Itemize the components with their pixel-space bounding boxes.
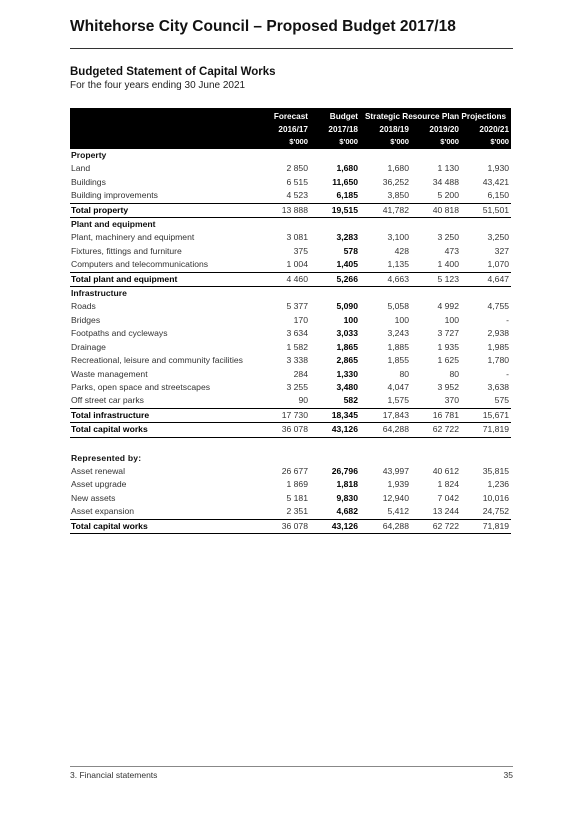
row-value: 1,865: [336, 341, 358, 352]
header-blank: [70, 135, 260, 149]
row-value: 578: [343, 245, 358, 256]
row-value: 80: [449, 368, 459, 379]
row-label: Footpaths and cycleways: [71, 328, 168, 339]
table-row: [70, 505, 511, 519]
row-value: 4,682: [336, 506, 358, 517]
row-label: Total property: [70, 203, 260, 217]
row-value: -: [506, 368, 510, 379]
table-row: [70, 189, 511, 203]
table-row: [70, 354, 511, 367]
row-value: 26,796: [331, 465, 358, 476]
row-value: 35,815: [482, 465, 510, 476]
row-value: 40 818: [411, 203, 461, 217]
row-label: Total capital works: [70, 423, 260, 437]
row-value: 13 888: [260, 203, 310, 217]
subtotal-row: [70, 408, 511, 422]
row-value: 428: [394, 245, 409, 256]
row-value: 4,047: [387, 381, 409, 392]
represented-heading: Represented by:: [71, 452, 142, 463]
row-value: 5 200: [437, 190, 459, 201]
row-value: 36 078: [260, 519, 310, 533]
row-value: 90: [298, 395, 308, 406]
section-subtitle: For the four years ending 30 June 2021: [70, 80, 246, 91]
row-value: 26 677: [281, 465, 308, 476]
row-value: 327: [494, 245, 510, 256]
row-value: 15,671: [461, 408, 511, 422]
category-label: Plant and equipment: [71, 219, 156, 230]
row-value: 1 400: [437, 259, 459, 270]
table-row: [70, 176, 511, 189]
table-row: [70, 394, 511, 408]
table-body: [70, 149, 511, 533]
row-value: 1,930: [487, 163, 510, 174]
row-value: 17 730: [260, 408, 310, 422]
header-unit: $'000: [310, 135, 360, 149]
footer-section: 3. Financial statements: [70, 770, 158, 780]
row-value: 3,480: [336, 381, 358, 392]
section-title: Budgeted Statement of Capital Works: [70, 66, 276, 78]
category-label: Infrastructure: [71, 288, 127, 299]
row-value: 2 850: [286, 163, 308, 174]
row-value: 1,070: [487, 259, 510, 270]
row-value: 19,515: [310, 203, 360, 217]
row-value: 4,647: [461, 272, 511, 286]
row-value: 1,855: [387, 355, 409, 366]
represented-total-row: [70, 519, 511, 533]
row-value: 5 181: [286, 492, 308, 503]
header-strategic: Strategic Resource Plan Projections: [360, 108, 511, 123]
row-value: 12,940: [382, 492, 409, 503]
row-value: 1 869: [286, 479, 308, 490]
row-value: 36,252: [382, 176, 409, 187]
table-header: [70, 108, 511, 149]
grand-total-row: [70, 423, 511, 437]
row-value: 6,185: [336, 190, 358, 201]
subtotal-row: [70, 272, 511, 286]
row-label: Buildings: [71, 176, 106, 187]
category-row: [70, 218, 511, 232]
row-value: 2 351: [286, 506, 308, 517]
row-label: Total capital works: [70, 519, 260, 533]
document-title: Whitehorse City Council – Proposed Budget 2017/18: [70, 18, 456, 35]
row-value: 575: [494, 395, 510, 406]
row-value: 1,780: [487, 355, 510, 366]
row-value: 3,638: [487, 381, 510, 392]
row-value: 6,150: [487, 190, 510, 201]
row-value: 1 935: [437, 341, 459, 352]
row-label: Waste management: [71, 368, 148, 379]
page-number: 35: [503, 770, 513, 780]
row-label: New assets: [71, 492, 116, 503]
row-label: Total plant and equipment: [70, 272, 260, 286]
row-value: 3,250: [487, 232, 510, 243]
row-value: 1,680: [387, 163, 409, 174]
row-value: 16 781: [411, 408, 461, 422]
row-value: 100: [444, 314, 459, 325]
row-value: 4,663: [360, 272, 411, 286]
row-value: 51,501: [461, 203, 511, 217]
row-value: 1,818: [336, 479, 358, 490]
row-value: 80: [399, 368, 409, 379]
table-row: [70, 465, 511, 478]
row-label: Plant, machinery and equipment: [71, 232, 195, 243]
header-blank: [70, 108, 260, 123]
row-label: Parks, open space and streetscapes: [71, 381, 211, 392]
row-value: 5,266: [310, 272, 360, 286]
header-year: 2017/18: [310, 123, 360, 135]
row-value: 4,755: [487, 301, 510, 312]
row-value: 10,016: [482, 492, 510, 503]
footer-divider: [70, 766, 513, 767]
row-value: 3,243: [387, 328, 409, 339]
table-row: [70, 314, 511, 327]
row-value: 36 078: [260, 423, 310, 437]
row-value: 582: [343, 395, 358, 406]
row-label: Land: [71, 163, 91, 174]
row-value: 1,885: [387, 341, 409, 352]
table-row: [70, 478, 511, 491]
header-blank: [70, 123, 260, 135]
table-row: [70, 341, 511, 354]
row-label: Asset upgrade: [71, 479, 127, 490]
subtotal-row: [70, 203, 511, 217]
table-row: [70, 300, 511, 313]
row-value: 1 130: [437, 163, 459, 174]
row-value: 34 488: [432, 176, 459, 187]
header-budget: Budget: [310, 108, 360, 123]
row-label: Bridges: [71, 314, 101, 325]
table-row: [70, 492, 511, 505]
row-value: 1 004: [286, 259, 308, 270]
row-value: 5,058: [387, 301, 409, 312]
row-value: 1 582: [286, 341, 308, 352]
row-value: 64,288: [360, 519, 411, 533]
header-year: 2018/19: [360, 123, 411, 135]
row-value: 3,850: [387, 190, 409, 201]
row-value: 62 722: [411, 423, 461, 437]
row-value: 43,421: [482, 176, 510, 187]
table-row: [70, 381, 511, 394]
row-value: 473: [444, 245, 459, 256]
table-row: [70, 327, 511, 340]
row-value: -: [506, 314, 510, 325]
row-value: 3 338: [286, 355, 308, 366]
row-value: 1,939: [387, 479, 409, 490]
header-year: 2020/21: [461, 123, 511, 135]
row-value: 1 625: [437, 355, 459, 366]
row-value: 5 377: [286, 301, 308, 312]
table-row: [70, 245, 511, 258]
row-value: 375: [293, 245, 308, 256]
header-year: 2019/20: [411, 123, 461, 135]
category-row: [70, 287, 511, 301]
header-forecast: Forecast: [260, 108, 310, 123]
row-label: Recreational, leisure and community facilities: [71, 355, 243, 366]
row-label: Total infrastructure: [70, 408, 260, 422]
row-value: 43,126: [310, 423, 360, 437]
row-value: 3,033: [336, 328, 358, 339]
row-label: Drainage: [71, 341, 106, 352]
title-divider: [70, 48, 513, 49]
row-value: 7 042: [437, 492, 459, 503]
row-value: 3 634: [286, 328, 308, 339]
row-label: Asset renewal: [71, 465, 125, 476]
spacer-row: [70, 437, 511, 452]
row-label: Off street car parks: [71, 395, 144, 406]
header-year: 2016/17: [260, 123, 310, 135]
row-label: Fixtures, fittings and furniture: [71, 245, 182, 256]
header-unit: $'000: [260, 135, 310, 149]
row-value: 3 081: [286, 232, 308, 243]
row-value: 3 952: [437, 381, 459, 392]
row-value: 2,865: [336, 355, 358, 366]
row-value: 3 727: [437, 328, 459, 339]
row-label: Roads: [71, 301, 96, 312]
row-value: 3,283: [336, 232, 358, 243]
row-label: Computers and telecommunications: [71, 259, 209, 270]
row-value: 4 460: [260, 272, 310, 286]
row-value: 9,830: [336, 492, 358, 503]
row-value: 1,405: [336, 259, 358, 270]
row-value: 284: [293, 368, 308, 379]
table-row: [70, 258, 511, 272]
row-value: 43,126: [310, 519, 360, 533]
row-value: 1,135: [387, 259, 409, 270]
row-value: 1,680: [336, 163, 358, 174]
row-value: 370: [444, 395, 459, 406]
header-unit: $'000: [411, 135, 461, 149]
row-value: 5,090: [336, 301, 358, 312]
category-row: [70, 149, 511, 162]
row-value: 4 523: [286, 190, 308, 201]
row-value: 1,985: [487, 341, 510, 352]
row-value: 6 515: [286, 176, 308, 187]
row-label: Asset expansion: [71, 506, 135, 517]
row-value: 64,288: [360, 423, 411, 437]
spacer: [70, 437, 511, 452]
row-value: 1,236: [487, 479, 510, 490]
table-row: [70, 368, 511, 381]
row-value: 62 722: [411, 519, 461, 533]
row-label: Building improvements: [71, 190, 158, 201]
row-value: 3 255: [286, 381, 308, 392]
row-value: 41,782: [360, 203, 411, 217]
row-value: 5,412: [387, 506, 409, 517]
row-value: 2,938: [487, 328, 510, 339]
capital-works-table: [70, 108, 511, 534]
row-value: 1,575: [387, 395, 409, 406]
table-row: [70, 162, 511, 175]
represented-heading-row: [70, 452, 511, 465]
header-unit: $'000: [360, 135, 411, 149]
row-value: 71,819: [461, 519, 511, 533]
row-value: 11,650: [332, 176, 358, 187]
row-value: 71,819: [461, 423, 511, 437]
row-value: 24,752: [482, 506, 510, 517]
row-value: 17,843: [360, 408, 411, 422]
row-value: 1,330: [336, 368, 358, 379]
row-value: 1 824: [437, 479, 459, 490]
row-value: 18,345: [310, 408, 360, 422]
row-value: 170: [293, 314, 308, 325]
row-value: 40 612: [432, 465, 459, 476]
row-value: 43,997: [382, 465, 409, 476]
row-value: 13 244: [432, 506, 459, 517]
table-row: [70, 231, 511, 244]
row-value: 4 992: [437, 301, 459, 312]
row-value: 3 250: [437, 232, 459, 243]
row-value: 5 123: [411, 272, 461, 286]
header-unit: $'000: [461, 135, 511, 149]
row-value: 100: [394, 314, 409, 325]
category-label: Property: [71, 150, 107, 160]
row-value: 3,100: [387, 232, 409, 243]
row-value: 100: [343, 314, 358, 325]
